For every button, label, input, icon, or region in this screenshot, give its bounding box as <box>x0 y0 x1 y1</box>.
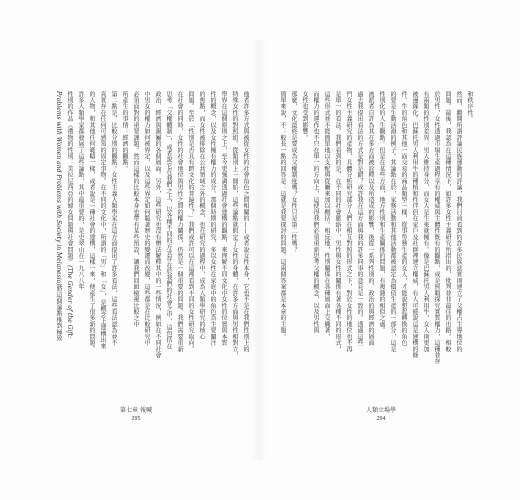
text-column: 於男性，女性透過市場生產過程享有的權威與主體性既有的觀點，或是無暇探究實質權力，這種並存 <box>433 91 440 365</box>
text-column: 是單一的看法。我們看到的是，在不同的社會脈絡中，男性與女性的關係有著各種不同的形式， <box>334 91 341 353</box>
page-number: 294 <box>376 416 386 422</box>
text-column: 真實存在任何可感知的固定事物。在不同的文化中，所謂的「男」和「女」，是概念上建構出來 <box>99 91 106 350</box>
right-page-footer <box>336 406 426 424</box>
text-column: 那麼，文化最終是要成為父權制度嗎？女性只是第二性嗎？ <box>290 91 297 253</box>
text-column: 女性也受到影響。 <box>301 91 308 141</box>
text-column: 在社會的同時，女性的社會地位與男性之間的權力關係，仍然是一個重要的問題。我們需要重新 <box>176 91 183 353</box>
text-column: 被邊緣化。巴蘇托男人利用牛的種植和性伴侶在家戶及社群裡建立權威，有人可能說這是建構的條 <box>411 91 418 359</box>
text-column: 的要是生動活潑的例子。其論點在於，家務活動和其他活動都被認定為價值生產的一部分，這是 <box>389 91 396 353</box>
text-column: 和秩序性。 <box>466 91 473 123</box>
text-column: 第二點是，比較分別的觀點。女性主義人類學家在這方面提出了許多看法，這些看法認為並不 <box>110 91 117 347</box>
page-number: 295 <box>131 416 141 422</box>
book-gutter <box>252 40 266 460</box>
text-column: 簡單來說，不：較長一點的回答是：這就是我要探討的問題。這兩個答案都是本章的主題。 <box>279 91 286 340</box>
text-column: 必須面對的重要課題。然而這樣的比較本身也帶有某些預設，讓我們回頭檢視比較之中 <box>132 91 139 328</box>
text-column: 所產生的事情：經濟的觀點。 <box>121 91 128 172</box>
text-column: 許多人類學家都發展了這些論點，其中最重要的，是史翠山在一九八八年 <box>77 91 84 291</box>
text-column: 過去我提出看法的方式是對是錯？或許我在這方面與我的許多同事的意見是一致的。透過這些 <box>356 91 363 347</box>
left-page-text <box>53 91 251 357</box>
text-column <box>64 91 75 357</box>
text-segment: 將這個論點推到極致 <box>55 285 62 342</box>
text-column: 思考「父權體制」，或者說它在我們之上，以各種不同的方式存在於我們的社會之中，這包括在 <box>165 91 172 350</box>
running-title: 人類立場學 <box>365 407 396 414</box>
text-column: 而權力的運作也不只在單一的方向上，這使得我們必須重新思考父權的概念，以及男性與 <box>312 91 319 334</box>
text-column: 性別化的人生觀點。但是在某些方面，地方性別和生產關係的問題，有複雜的相似之處。 <box>378 91 385 334</box>
text-column: 的人物，和其他任何範疇一樣，或者說是一種社會的建構，這樣一來，便產生了很多新的問題。 <box>88 91 95 353</box>
chapter-title: 第七章 報喊 <box>120 407 152 414</box>
text-column: 有兩類的性別差異：男人維持身分，而女人是生來就擁有。像是巴蘇托男人利用牛，女人則更加 <box>422 91 429 353</box>
text-column: 這些形式並不能簡單地以支配與從屬來加以概括。相反地，性別關係在各種層面上交織著， <box>323 91 330 340</box>
text-column: 他者許多方式與被從女性的社會角色之間相關的——或者說女性本身，它也不是在我們性別上的 <box>242 91 249 353</box>
text-column: 學界在這個原則之上，至今更強調透過社會建構的觀點，來理解不同文化中女性的位置與本質 <box>220 91 227 347</box>
text-column: 問題。最後，我認為在這種情況下，如許多女性主義研究所指出的，批判並非最佳的出路。相較 <box>444 91 451 353</box>
text-column: 流派者自許為其在多方面被詮釋以及所造成的影響，後從一系列性別的、政治的與經濟的層面 <box>367 91 374 347</box>
text-column: 性的概念，以及女性擁有權力的成分。那個時期的研究，多以女性在家庭中的角色為主要關注 <box>209 91 216 347</box>
english-title-segment: (The Gender of the Gift: <box>66 265 73 339</box>
text-column: 然而，繼開所謂評論民族運動的評論，我們目前看到的許多民族誌實則建立了父權占主導地位的 <box>455 91 462 353</box>
text-column: 門女性主義研究的產物，具體分析研究部分人們在相互對照的形式之下，對於女性的地位也不再 <box>345 91 352 353</box>
left-page-footer <box>91 406 181 424</box>
text-segment: 性別的作品《禮物的性別：美拉尼西亞的婦女問題與社會問題》 <box>66 91 73 266</box>
text-column: 政治、經濟與親屬的各個層面。另外，這些研究也沒有辦法解釋其中的一些情況，例如在不同社會 <box>154 91 161 359</box>
text-column: 中男女的權力如何被界定，以及這些界定如何隨著歷史的變遷而改變，這些都是在比較研究中 <box>143 91 150 347</box>
text-column <box>53 91 64 357</box>
text-column: 特殊女性的對照組。從類別上一開始，這些論點就假定了女性的身體，在許多方面與男性相對立， <box>231 91 238 359</box>
right-page-text <box>277 91 475 365</box>
text-column: 件。牛的角色和其他一面交易的商品類型一樣，從事勞務生產的女人，才能說想起轉換的角色 <box>400 91 407 347</box>
english-title-segment: Problems with Women and Problems with Society in Melanesia) <box>55 91 62 286</box>
text-column: 問題。至於「性別是否具有跨文化的普遍性？」我們或許可以在這裡看到不同的女性研究取向。 <box>187 91 194 353</box>
text-column: 的焦點，而女性被排除在公共領域之外的概念，也在研究的過程中，成為人類學研究的核心 <box>198 91 205 340</box>
